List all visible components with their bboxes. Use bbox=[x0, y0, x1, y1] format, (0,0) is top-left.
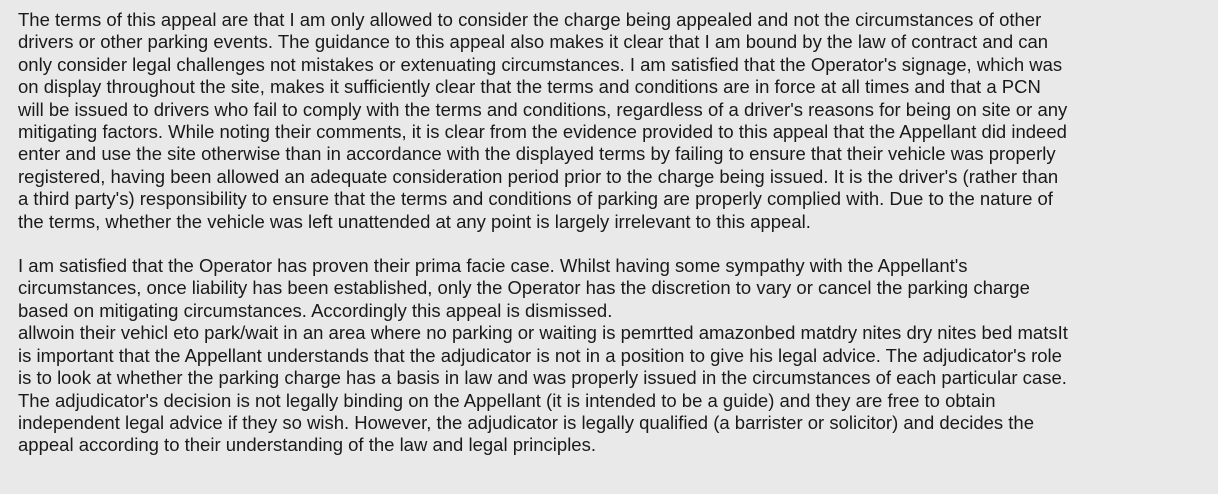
text-line: will be issued to drivers who fail to comply with the terms and conditions, regardless of a driver's reasons for being on site or any bbox=[18, 98, 1068, 120]
text-line: circumstances, once liability has been established, only the Operator has the discretion to vary or cancel the parking charge bbox=[18, 277, 1030, 299]
text-line: only consider legal challenges not mistakes or extenuating circumstances. I am satisfied that the Operator's signage, which was bbox=[18, 53, 1063, 75]
text-line: a third party's) responsibility to ensure that the terms and conditions of parking are properly complied with. Due to the nature of bbox=[18, 188, 1053, 210]
text-line: mitigating factors. While noting their comments, it is clear from the evidence provided to this appeal that the Appellant did indeed bbox=[18, 121, 1067, 143]
text-line: drivers or other parking events. The guidance to this appeal also makes it clear that I am bound by the law of contract and can bbox=[18, 31, 1049, 53]
text-line: The adjudicator's decision is not legally binding on the Appellant (it is intended to be a guide) and they are free to obtain bbox=[18, 389, 996, 411]
text-line: registered, having been allowed an adequate consideration period prior to the charge being issued. It is the driver's (rather than bbox=[18, 165, 1059, 187]
paragraph-spacer bbox=[18, 233, 1200, 255]
text-line: based on mitigating circumstances. Accordingly this appeal is dismissed. bbox=[18, 299, 613, 321]
text-line: on display throughout the site, makes it sufficiently clear that the terms and conditions are in force at all times and that a PCN bbox=[18, 76, 1041, 98]
text-line: The terms of this appeal are that I am only allowed to consider the charge being appealed and not the circumstances of other bbox=[18, 9, 1042, 30]
text-line: appeal according to their understanding of the law and legal principles. bbox=[18, 434, 596, 456]
paragraph-decision bbox=[18, 255, 1200, 457]
text-line: I am satisfied that the Operator has proven their prima facie case. Whilst having some sympathy with the Appellant's bbox=[18, 255, 968, 277]
text-line: is important that the Appellant understands that the adjudicator is not in a position to give his legal advice. The adjudicator's role bbox=[18, 344, 1062, 366]
text-line: is to look at whether the parking charge has a basis in law and was properly issued in the circumstances of each particular case. bbox=[18, 367, 1067, 389]
text-line: allwoin their vehicl eto park/wait in an area where no parking or waiting is pemrtted amazonbed matdry nites dry nites bed matsIt bbox=[18, 322, 1068, 344]
text-line: the terms, whether the vehicle was left unattended at any point is largely irrelevant to this appeal. bbox=[18, 210, 811, 232]
text-line: enter and use the site otherwise than in accordance with the displayed terms by failing to ensure that their vehicle was properly bbox=[18, 143, 1056, 165]
text-line: independent legal advice if they so wish. However, the adjudicator is legally qualified (a barrister or solicitor) and decides the bbox=[18, 411, 1035, 433]
paragraph-terms bbox=[18, 9, 1200, 233]
